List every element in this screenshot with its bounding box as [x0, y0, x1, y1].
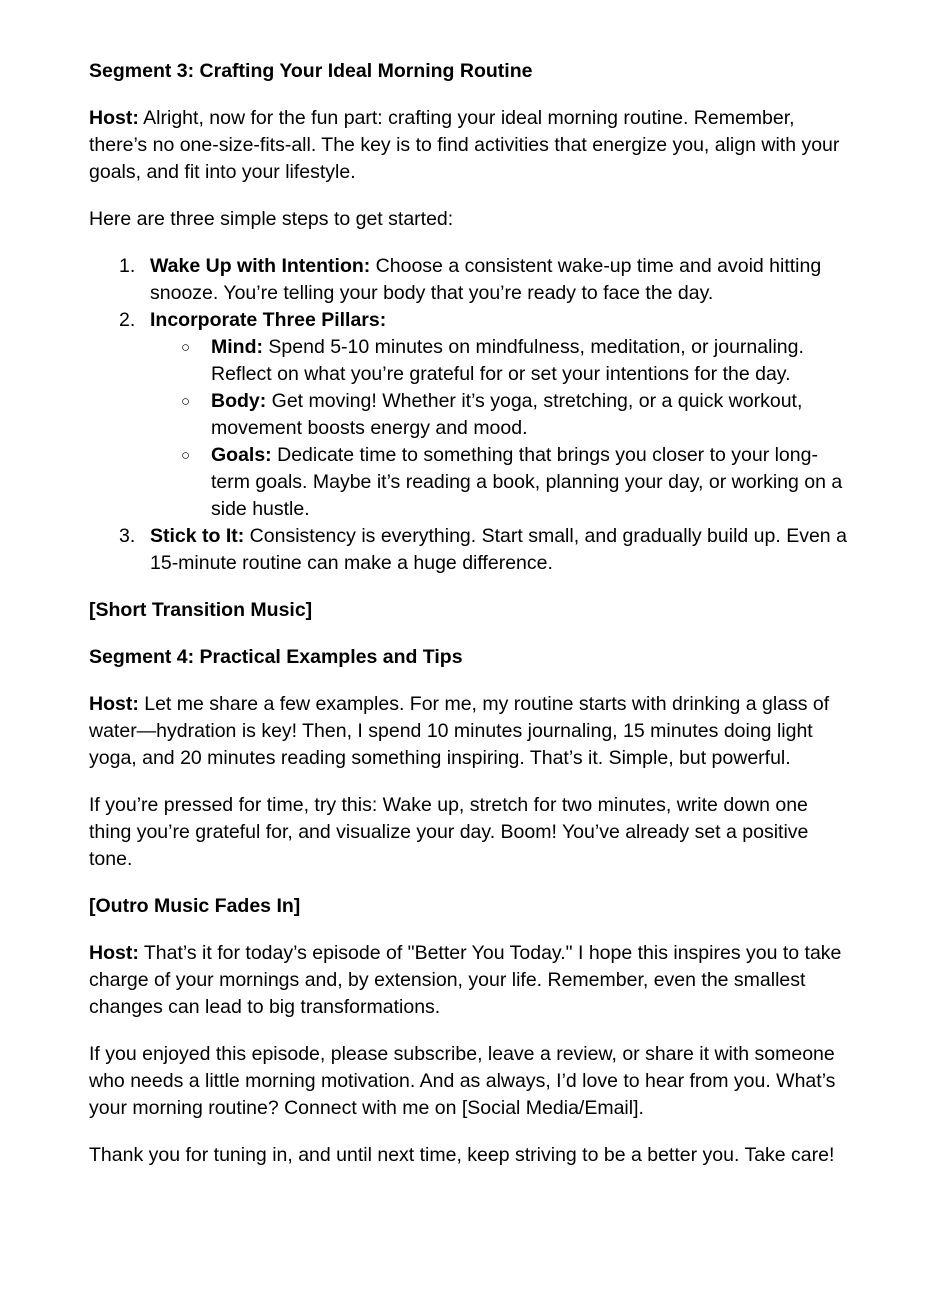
- host-label: Host:: [89, 693, 139, 715]
- step-item-2: [119, 307, 854, 523]
- segment-3-heading: Segment 3: Crafting Your Ideal Morning Routine: [89, 60, 533, 82]
- document-page: [89, 58, 854, 1189]
- segment-4-tip-paragraph: If you’re pressed for time, try this: Wake up, stretch for two minutes, write down one thing you’re grateful for, and visualize your day. Boom! You’ve already set a positive tone.: [89, 794, 809, 870]
- steps-intro: Here are three simple steps to get started:: [89, 208, 454, 230]
- pillars-list: [150, 334, 854, 523]
- pillar-label: Body:: [211, 390, 267, 412]
- call-to-action-paragraph: If you enjoyed this episode, please subscribe, leave a review, or share it with someone who needs a little morning motivation. And as always, I’d love to hear from you. What’s your morning routine? Connect with me on [Social Media/Email].: [89, 1043, 836, 1119]
- bullet-circle-icon: ○: [181, 447, 191, 464]
- host-text: Let me share a few examples. For me, my routine starts with drinking a glass of water—hydration is key! Then, I spend 10 minutes journaling, 15 minutes doing light yoga, and 20 minutes reading something inspiring. That’s it. Simple, but powerful.: [89, 693, 830, 769]
- steps-list: [89, 253, 854, 577]
- sign-off-paragraph: Thank you for tuning in, and until next time, keep striving to be a better you. Take care!: [89, 1144, 835, 1166]
- host-text: That’s it for today’s episode of "Better You Today." I hope this inspires you to take charge of your mornings and, by extension, your life. Remember, even the smallest changes can lead to big transformations.: [89, 942, 842, 1018]
- step-item-1: [119, 253, 854, 307]
- step-text: Choose a consistent wake-up time and avoid hitting snooze. You’re telling your body that you’re ready to face the day.: [150, 255, 822, 304]
- step-label: Incorporate Three Pillars:: [150, 309, 387, 331]
- segment-3-host-paragraph: [89, 105, 854, 186]
- pillar-label: Goals:: [211, 444, 272, 466]
- outro-music-cue: [Outro Music Fades In]: [89, 895, 301, 917]
- segment-4-heading: Segment 4: Practical Examples and Tips: [89, 646, 463, 668]
- pillar-label: Mind:: [211, 336, 263, 358]
- segment-4-host-paragraph: [89, 691, 854, 772]
- pillar-text: Spend 5-10 minutes on mindfulness, meditation, or journaling. Reflect on what you’re grateful for or set your intentions for the day.: [211, 336, 804, 385]
- outro-host-paragraph: [89, 940, 854, 1021]
- transition-music-cue: [Short Transition Music]: [89, 599, 313, 621]
- step-label: Stick to It:: [150, 525, 245, 547]
- pillar-text: Get moving! Whether it’s yoga, stretching, or a quick workout, movement boosts energy and mood.: [211, 390, 803, 439]
- step-label: Wake Up with Intention:: [150, 255, 371, 277]
- pillar-item-goals: [181, 442, 854, 523]
- host-text: Alright, now for the fun part: crafting your ideal morning routine. Remember, there’s no one-size-fits-all. The key is to find activities that energize you, align with your goals, and fit into your lifestyle.: [89, 107, 840, 183]
- step-number: 1.: [119, 255, 136, 277]
- step-number: 2.: [119, 309, 136, 331]
- step-number: 3.: [119, 525, 136, 547]
- host-label: Host:: [89, 942, 139, 964]
- step-text: Consistency is everything. Start small, and gradually build up. Even a 15-minute routine can make a huge difference.: [150, 525, 847, 574]
- pillar-item-mind: [181, 334, 854, 388]
- pillar-text: Dedicate time to something that brings you closer to your long-term goals. Maybe it’s reading a book, planning your day, or working on a side hustle.: [211, 444, 843, 520]
- host-label: Host:: [89, 107, 139, 129]
- step-item-3: [119, 523, 854, 577]
- bullet-circle-icon: ○: [181, 339, 191, 356]
- bullet-circle-icon: ○: [181, 393, 191, 410]
- pillar-item-body: [181, 388, 854, 442]
